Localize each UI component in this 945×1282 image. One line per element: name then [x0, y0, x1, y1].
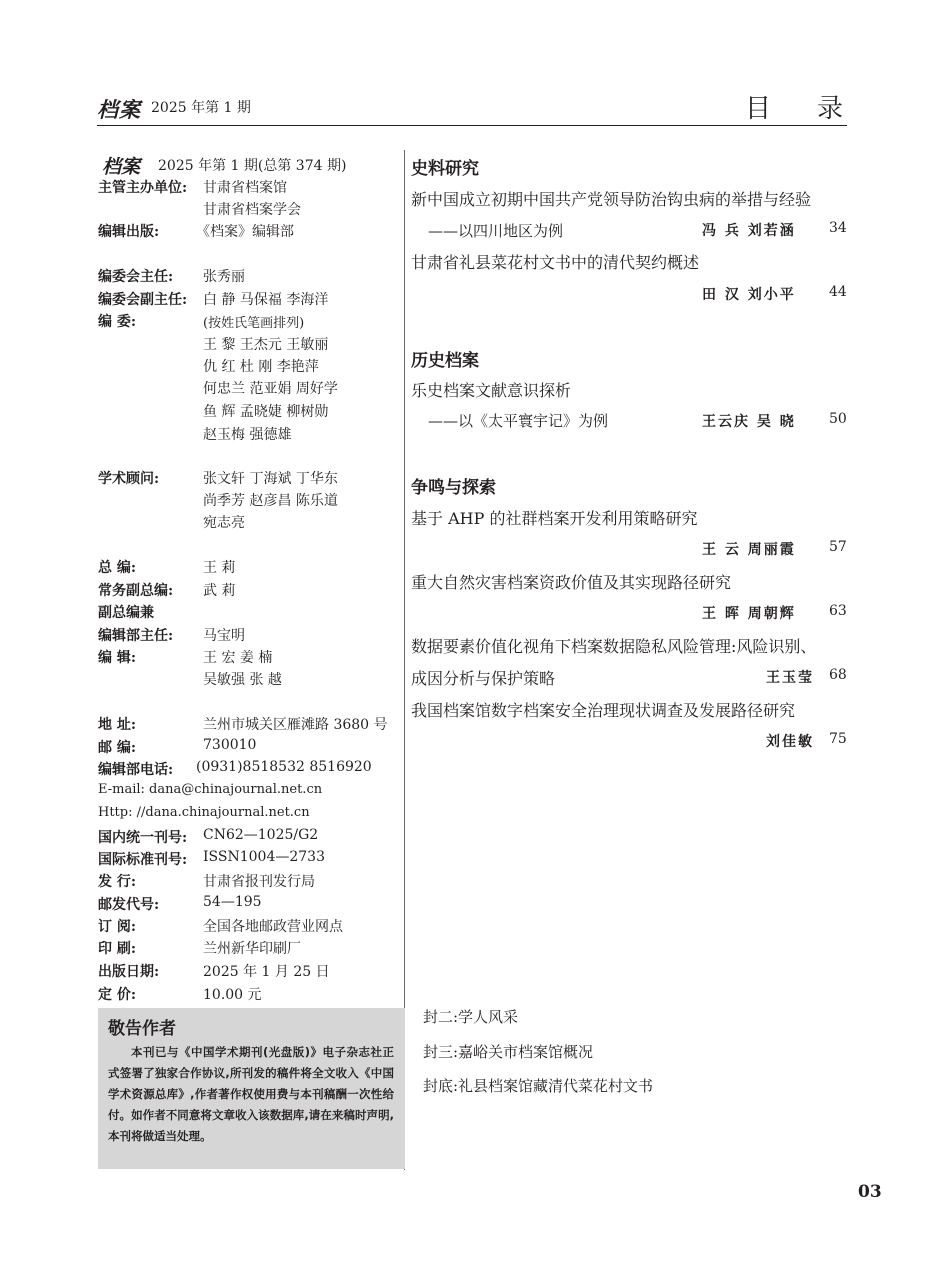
price-value: 10.00 元	[203, 987, 262, 1003]
article-title[interactable]: 重大自然灾害档案资政价值及其实现路径研究	[411, 573, 732, 592]
issn-label: 国际标准刊号:	[98, 852, 188, 868]
section-heading: 争鸣与探索	[411, 478, 496, 498]
issn-value: ISSN1004—2733	[203, 849, 325, 865]
exec-editor-value: 武 莉	[203, 583, 236, 599]
article-page: 63	[829, 603, 847, 619]
article-subtitle: ——以四川地区为例	[428, 222, 564, 240]
director-label: 编委会主任:	[98, 269, 174, 285]
editors-label: 编 辑:	[98, 650, 137, 666]
article-page: 68	[829, 667, 847, 683]
distribution-label: 发 行:	[98, 874, 137, 890]
article-page: 57	[829, 539, 847, 555]
member-row: 鱼 辉 孟晓婕 柳树勋	[203, 404, 329, 420]
mail-code-label: 邮发代号:	[98, 897, 160, 913]
masthead-issue: 2025 年第 1 期(总第 374 期)	[158, 158, 347, 174]
article-authors: 王 云 周丽霞	[702, 542, 796, 558]
members-label: 编 委:	[98, 314, 137, 330]
advisor-row: 尚季芳 赵彦昌 陈乐道	[203, 493, 338, 509]
editor-row: 吴敏强 张 越	[203, 672, 282, 688]
sponsor-value: 甘肃省档案学会	[203, 202, 301, 218]
advisor-row: 张文轩 丁海斌 丁华东	[203, 471, 338, 487]
article-authors: 王玉莹	[766, 670, 814, 686]
cn-label: 国内统一刊号:	[98, 830, 188, 846]
article-authors: 冯 兵 刘若涵	[702, 223, 796, 239]
printer-value: 兰州新华印刷厂	[203, 941, 301, 957]
masthead-logo: 档案	[102, 156, 141, 178]
article-title-cont[interactable]: 成因分析与保护策略	[411, 669, 556, 688]
price-label: 定 价:	[98, 987, 137, 1003]
chief-editor-label: 总 编:	[98, 560, 137, 576]
notice-body: 本刊已与《中国学术期刊(光盘版)》电子杂志社正式签署了独家合作协议,所刊发的稿件将全文收入《中国学术资源总库》,作者著作权使用费与本刊稿酬一次性给付。如作者不同意将文章收入该数据库,请在来稿时声明,本刊将做适当处理。	[108, 1045, 394, 1143]
mail-code-value: 54—195	[203, 894, 262, 910]
header-issue: 2025 年第 1 期	[151, 100, 251, 116]
advisors-label: 学术顾问:	[98, 471, 160, 487]
article-title[interactable]: 基于 AHP 的社群档案开发利用策略研究	[411, 509, 698, 528]
sponsor-label: 主管主办单位:	[98, 180, 188, 196]
notice-title: 敬告作者	[108, 1019, 176, 1039]
address-label: 地 址:	[98, 717, 137, 733]
office-director-value: 马宝明	[203, 628, 245, 644]
postcode-label: 邮 编:	[98, 740, 137, 756]
cn-value: CN62—1025/G2	[203, 827, 319, 843]
article-authors: 刘佳敏	[766, 734, 814, 750]
page-number: 03	[858, 1182, 882, 1202]
office-director-label: 编辑部主任:	[98, 628, 174, 644]
editor-row: 王 宏 姜 楠	[203, 650, 273, 666]
sponsor-value: 甘肃省档案馆	[203, 180, 287, 196]
article-subtitle: ——以《太平寰宇记》为例	[428, 412, 609, 430]
header-rule	[97, 125, 847, 126]
postcode-value: 730010	[203, 737, 257, 753]
subscription-label: 订 阅:	[98, 919, 137, 935]
member-row: 赵玉梅 强德雄	[203, 427, 292, 443]
publisher-value: 《档案》编辑部	[196, 224, 294, 240]
article-page: 34	[829, 220, 847, 236]
address-value: 兰州市城关区雁滩路 3680 号	[203, 717, 388, 733]
vice-director-label: 编委会副主任:	[98, 292, 188, 308]
publisher-label: 编辑出版:	[98, 224, 160, 240]
article-title[interactable]: 新中国成立初期中国共产党领导防治钩虫病的举措与经验	[411, 190, 812, 209]
section-heading: 史料研究	[411, 159, 479, 179]
article-title[interactable]: 甘肃省礼县菜花村文书中的清代契约概述	[411, 253, 700, 272]
toc-heading: 目录	[745, 94, 890, 124]
cover-three: 封三:嘉峪关市档案馆概况	[423, 1043, 594, 1061]
back-cover: 封底:礼县档案馆藏清代菜花村文书	[423, 1077, 654, 1095]
journal-logo: 档案	[97, 97, 141, 122]
article-page: 50	[829, 411, 847, 427]
distribution-value: 甘肃省报刊发行局	[203, 874, 315, 890]
subscription-value: 全国各地邮政营业网点	[203, 919, 343, 935]
vice-director-value: 白 静 马保福 李海洋	[203, 292, 329, 308]
chief-editor-value: 王 莉	[203, 560, 236, 576]
article-page: 75	[829, 731, 847, 747]
article-authors: 王云庆 吴 晓	[702, 414, 796, 430]
phone-label: 编辑部电话:	[98, 762, 174, 778]
advisor-row: 宛志亮	[203, 515, 245, 531]
article-title[interactable]: 我国档案馆数字档案安全治理现状调查及发展路径研究	[411, 701, 796, 720]
phone-value: (0931)8518532 8516920	[196, 759, 372, 775]
member-row: 仇 红 杜 刚 李艳萍	[203, 359, 319, 375]
deputy-editor-label: 副总编兼	[98, 605, 154, 621]
members-note: (按姓氏笔画排列)	[203, 316, 305, 331]
article-authors: 王 晖 周朝辉	[702, 606, 796, 622]
article-title[interactable]: 数据要素价值化视角下档案数据隐私风险管理:风险识别、	[411, 637, 817, 656]
printer-label: 印 刷:	[98, 941, 137, 957]
member-row: 王 黎 王杰元 王敏丽	[203, 337, 329, 353]
website-line[interactable]: Http: //dana.chinajournal.net.cn	[98, 805, 310, 820]
pub-date-label: 出版日期:	[98, 964, 160, 980]
pub-date-value: 2025 年 1 月 25 日	[203, 964, 330, 980]
director-value: 张秀丽	[203, 269, 245, 285]
article-title[interactable]: 乐史档案文献意识探析	[411, 381, 572, 400]
article-authors: 田 汉 刘小平	[702, 287, 796, 303]
exec-editor-label: 常务副总编:	[98, 583, 174, 599]
author-notice	[98, 1008, 405, 1169]
section-heading: 历史档案	[411, 351, 479, 371]
cover-two: 封二:学人风采	[423, 1008, 519, 1026]
member-row: 何忠兰 范亚娟 周好学	[203, 381, 338, 397]
email-line[interactable]: E-mail: dana@chinajournal.net.cn	[98, 782, 323, 797]
article-page: 44	[829, 284, 847, 300]
